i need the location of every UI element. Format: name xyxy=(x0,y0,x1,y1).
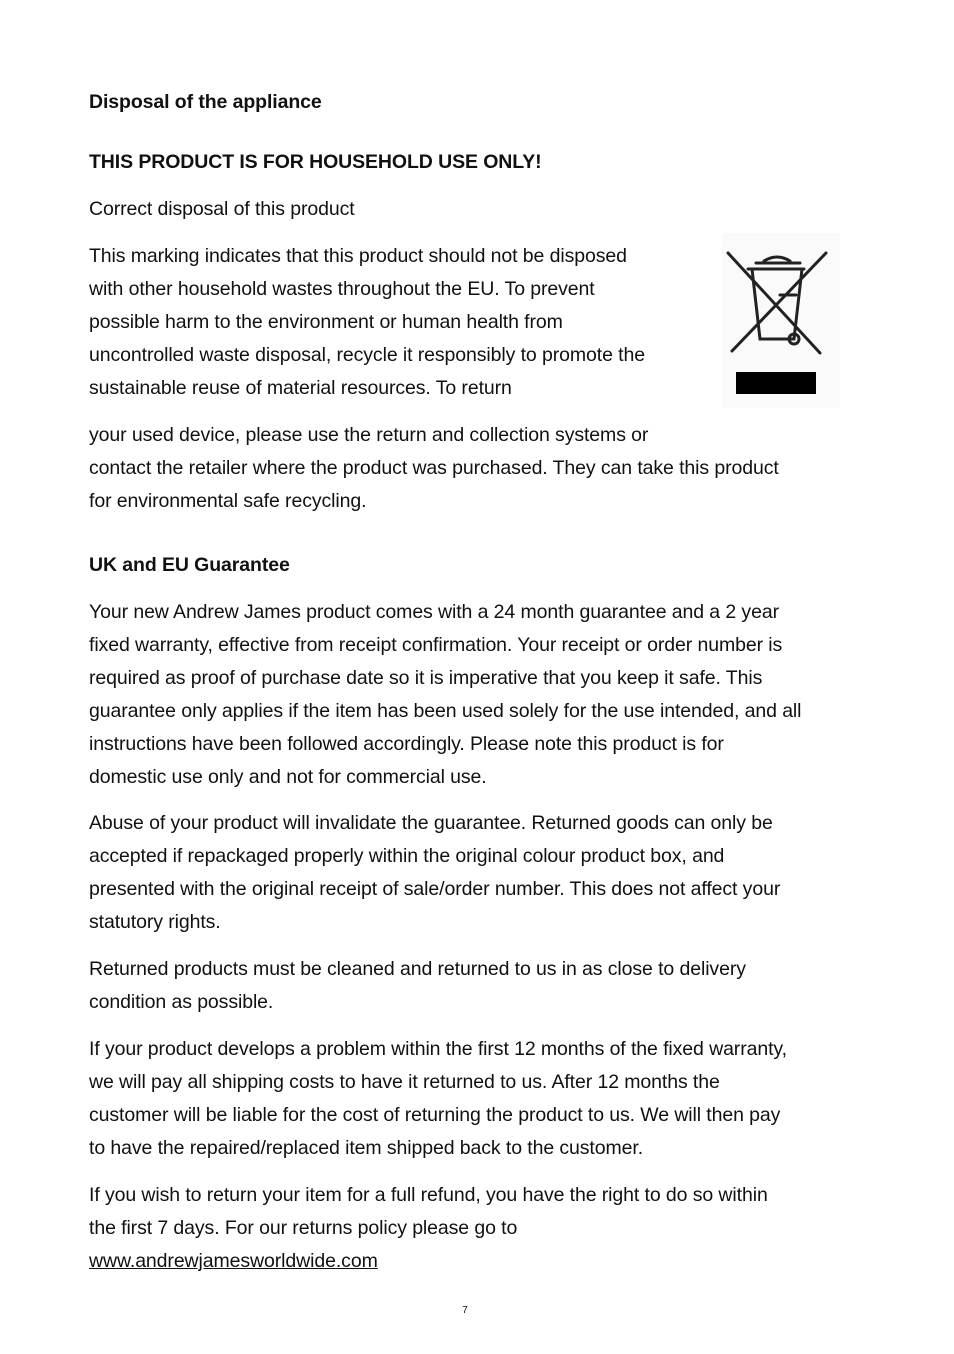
disposal-heading: Disposal of the appliance xyxy=(89,91,322,113)
guarantee-para5-line: the first 7 days. For our returns policy please go to xyxy=(89,1217,518,1239)
guarantee-para4-line: we will pay all shipping costs to have it returned to us. After 12 months the xyxy=(89,1071,720,1093)
crossed-out-wheelie-bin-icon xyxy=(722,233,840,408)
guarantee-para4-line: If your product develops a problem within the first 12 months of the fixed warranty, xyxy=(89,1038,787,1060)
guarantee-para2-line: statutory rights. xyxy=(89,911,221,933)
disposal-para1-line: sustainable reuse of material resources. To return xyxy=(89,377,512,399)
guarantee-para3-line: condition as possible. xyxy=(89,991,274,1013)
guarantee-para2-line: Abuse of your product will invalidate the guarantee. Returned goods can only be xyxy=(89,812,773,834)
guarantee-para1-line: domestic use only and not for commercial use. xyxy=(89,766,487,788)
guarantee-para1-line: guarantee only applies if the item has been used solely for the use intended, and all xyxy=(89,700,802,722)
disposal-para1-line: with other household wastes throughout the EU. To prevent xyxy=(89,278,595,300)
disposal-para1-line: possible harm to the environment or human health from xyxy=(89,311,563,333)
page-number: 7 xyxy=(462,1305,468,1316)
disposal-para2-line: your used device, please use the return and collection systems or xyxy=(89,424,649,446)
disposal-para1-line: This marking indicates that this product should not be disposed xyxy=(89,245,627,267)
guarantee-para1-line: instructions have been followed accordingly. Please note this product is for xyxy=(89,733,724,755)
guarantee-para1-line: Your new Andrew James product comes with a 24 month guarantee and a 2 year xyxy=(89,601,779,623)
guarantee-para2-line: presented with the original receipt of sale/order number. This does not affect your xyxy=(89,878,781,900)
disposal-para2-line: for environmental safe recycling. xyxy=(89,490,367,512)
guarantee-para3-line: Returned products must be cleaned and returned to us in as close to delivery xyxy=(89,958,746,980)
guarantee-para1-line: required as proof of purchase date so it is imperative that you keep it safe. This xyxy=(89,667,763,689)
website-link[interactable]: www.andrewjamesworldwide.com xyxy=(89,1250,378,1272)
household-notice: THIS PRODUCT IS FOR HOUSEHOLD USE ONLY! xyxy=(89,151,542,173)
guarantee-heading: UK and EU Guarantee xyxy=(89,554,290,576)
guarantee-para5-line: If you wish to return your item for a full refund, you have the right to do so within xyxy=(89,1184,768,1206)
disposal-para2-line: contact the retailer where the product was purchased. They can take this product xyxy=(89,457,779,479)
guarantee-para4-line: customer will be liable for the cost of returning the product to us. We will then pay xyxy=(89,1104,781,1126)
disposal-para1-line: uncontrolled waste disposal, recycle it responsibly to promote the xyxy=(89,344,645,366)
guarantee-para4-line: to have the repaired/replaced item shipped back to the customer. xyxy=(89,1137,644,1159)
guarantee-para1-line: fixed warranty, effective from receipt confirmation. Your receipt or order number is xyxy=(89,634,783,656)
disposal-subheading: Correct disposal of this product xyxy=(89,198,355,220)
guarantee-para2-line: accepted if repackaged properly within the original colour product box, and xyxy=(89,845,725,867)
